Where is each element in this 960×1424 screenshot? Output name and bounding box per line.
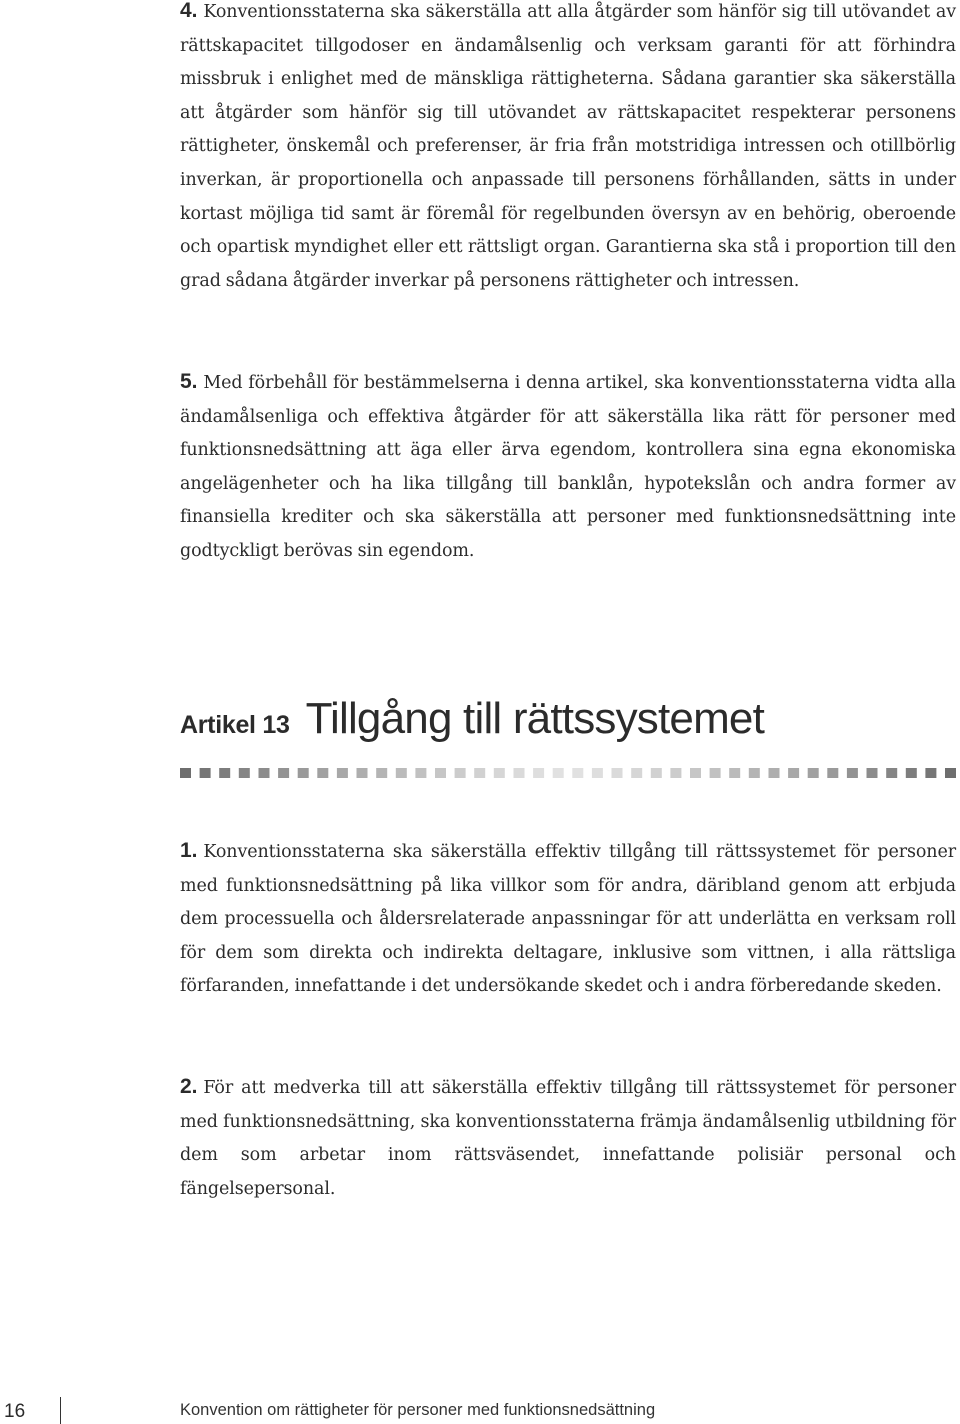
divider-square <box>769 768 780 778</box>
divider-square <box>612 768 623 778</box>
divider-square <box>886 768 897 778</box>
divider-square <box>317 768 328 778</box>
divider-square <box>867 768 878 778</box>
paragraph-number: 4. <box>180 0 198 22</box>
divider-square <box>180 768 191 778</box>
divider-square <box>415 768 426 778</box>
divider-square <box>219 768 230 778</box>
paragraph-number: 2. <box>180 1075 198 1098</box>
divider-square <box>906 768 917 778</box>
divider-square <box>298 768 309 778</box>
divider-square <box>690 768 701 778</box>
divider-square <box>592 768 603 778</box>
divider-square <box>749 768 760 778</box>
divider-square <box>435 768 446 778</box>
article-paragraph-1 <box>180 834 956 1004</box>
divider-square <box>259 768 270 778</box>
divider-square <box>278 768 289 778</box>
divider-square <box>455 768 466 778</box>
divider-square <box>788 768 799 778</box>
page-number: 16 <box>4 1401 26 1422</box>
divider-square <box>631 768 642 778</box>
divider-square <box>474 768 485 778</box>
divider-square <box>847 768 858 778</box>
footer-title: Konvention om rättigheter för personer med funktionsnedsättning <box>180 1401 656 1419</box>
divider-square <box>827 768 838 778</box>
divider-square <box>357 768 368 778</box>
divider-square <box>572 768 583 778</box>
article-label: Artikel 13 <box>180 711 290 739</box>
divider-square <box>553 768 564 778</box>
divider-square <box>494 768 505 778</box>
divider-square <box>200 768 211 778</box>
divider-square <box>337 768 348 778</box>
divider-square <box>670 768 681 778</box>
paragraph-text: Konventionsstaterna ska säkerställa att alla åtgärder som hänför sig till utövandet av rättskapacitet tillgodoser en ändamålsenlig och verksam garanti för att förhindra missbruk i enlighet med de mänskliga rättigheterna. Sådana garantier ska säkerställa att åtgärder som hänför sig till utövandet av rättskapacitet respekterar personens rättigheter, önskemål och preferenser, är fria från motstridiga intressen och otillbörlig inverkan, är proportionella och anpassade till personens förhållanden, sätts in under kortast möjliga tid samt är föremål för regelbunden översyn av en behörig, oberoende och opartisk myndighet eller ett rättsligt organ. Garantierna ska stå i proportion till den grad sådana åtgärder inverkar på personens rättigheter och intressen. <box>180 2 956 291</box>
divider-square <box>533 768 544 778</box>
divider-square <box>808 768 819 778</box>
divider-square <box>651 768 662 778</box>
article-heading <box>180 694 764 744</box>
footer-divider <box>60 1397 61 1424</box>
divider-square <box>376 768 387 778</box>
divider-square <box>945 768 956 778</box>
paragraph-text: Konventionsstaterna ska säkerställa effektiv tillgång till rättssystemet för personer med funktionsnedsättning på lika villkor som för andra, däribland genom att erbjuda dem processuella och åldersrelaterade anpassningar för att underlätta en verksam roll för dem som direkta och indirekta deltagare, inklusive som vittnen, i alla rättsliga förfaranden, innefattande i det undersökande skedet och i andra förberedande skeden. <box>180 842 956 997</box>
paragraph-4 <box>180 0 956 298</box>
divider-square <box>239 768 250 778</box>
divider-square <box>729 768 740 778</box>
paragraph-text: För att medverka till att säkerställa effektiv tillgång till rättssystemet för personer med funktionsnedsättning, ska konventionsstaterna främja ändamålsenlig utbildning för dem som arbetar inom rättsväsendet, innefattande polisiär personal och fängelsepersonal. <box>180 1078 956 1199</box>
divider-square <box>710 768 721 778</box>
article-title: Tillgång till rättssystemet <box>305 694 765 743</box>
divider-square <box>396 768 407 778</box>
divider-square <box>514 768 525 778</box>
paragraph-text: Med förbehåll för bestämmelserna i denna artikel, ska konventionsstaterna vidta alla ändamålsenliga och effektiva åtgärder för att säkerställa lika rätt för personer med funktionsnedsättning att äga eller ärva egendom, kontrollera sina egna ekonomiska angelägenheter och ha lika tillgång till banklån, hypotekslån och andra former av finansiella krediter och ska säkerställa att personer med funktionsnedsättning inte godtyckligt berövas sin egendom. <box>180 373 956 561</box>
paragraph-number: 1. <box>180 839 198 862</box>
article-paragraph-2 <box>180 1070 956 1206</box>
section-divider <box>180 768 956 778</box>
divider-square <box>925 768 936 778</box>
paragraph-number: 5. <box>180 370 198 393</box>
paragraph-5 <box>180 365 956 569</box>
